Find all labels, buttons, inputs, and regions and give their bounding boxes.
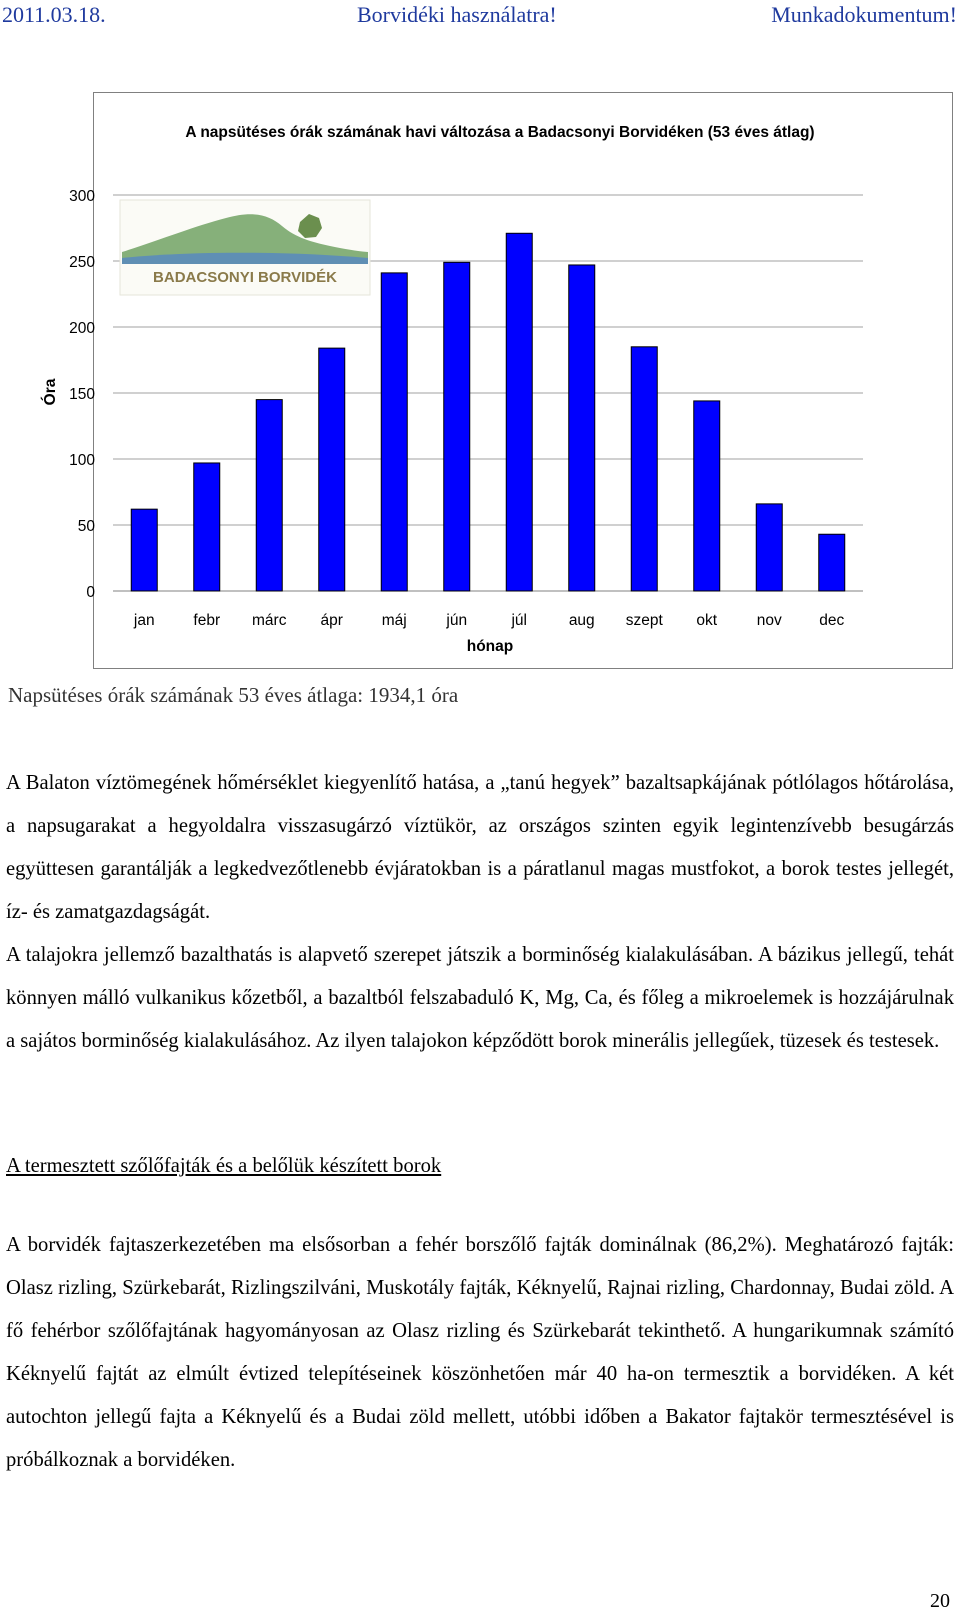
x-axis-label: hónap — [466, 638, 514, 655]
y-tick-label: 50 — [77, 518, 95, 535]
bar-márc — [256, 400, 282, 591]
paragraph-soil: A talajokra jellemző bazalthatás is alapvető szerepet játszik a borminőség kialakulásában. A bázikus jellegű, tehát könnyen málló vulkanikus kőzetből, a bazaltból felszabaduló K, Mg, Ca, és főleg a mikroelemek is hozzájárulnak a sajátos borminőség kialakulásához. Az ilyen talajokon képződött borok minerális jellegűek, tüzesek és testesek. — [6, 944, 954, 1052]
x-tick-label: okt — [696, 612, 718, 629]
sunshine-bar-chart — [0, 0, 960, 680]
bar-szept — [631, 347, 657, 591]
y-axis-label: Óra — [42, 378, 59, 406]
y-tick-label: 100 — [69, 452, 95, 469]
x-tick-label: márc — [252, 612, 287, 629]
paragraph-climate: A Balaton víztömegének hőmérséklet kiegyenlítő hatása, a „tanú hegyek” bazaltsapkájának pótlólagos hőtárolása, a napsugarakat a hegyoldalra visszasugárzó víztükör, az országos szinten egyik legintenzívebb besugárzás együttesen garantálják a legkedvezőtlenebb évjáratokban is a páratlanul magas mustfokot, a borok testes jellegét, íz- és zamatgazdagságát. — [6, 772, 954, 923]
y-tick-label: 250 — [69, 254, 95, 271]
x-tick-label: jan — [133, 612, 155, 629]
bar-júl — [506, 233, 532, 591]
logo-text: BADACSONYI BORVIDÉK — [153, 269, 337, 286]
header-center-note: Borvidéki használatra! — [357, 2, 557, 27]
bar-okt — [694, 401, 720, 591]
x-tick-label: ápr — [320, 612, 343, 629]
bar-nov — [756, 504, 782, 591]
bar-jan — [131, 509, 157, 591]
y-tick-label: 0 — [86, 584, 95, 601]
header-date: 2011.03.18. — [2, 2, 106, 27]
x-tick-label: jún — [446, 612, 468, 629]
header-right-note: Munkadokumentum! — [771, 2, 957, 27]
badacsony-logo — [120, 200, 370, 295]
x-tick-label: júl — [511, 612, 528, 629]
y-tick-label: 150 — [69, 386, 95, 403]
x-tick-label: aug — [568, 612, 595, 629]
section-title: A termesztett szőlőfajták és a belőlük készített borok — [6, 1155, 442, 1177]
bar-ápr — [319, 348, 345, 591]
chart-caption: Napsütéses órák számának 53 éves átlaga: 1934,1 óra — [8, 683, 459, 707]
bar-aug — [569, 265, 595, 591]
chart-title: A napsütéses órák számának havi változása a Badacsonyi Borvidéken (53 éves átlag) — [185, 124, 815, 141]
x-tick-label: febr — [193, 612, 221, 629]
page-number: 20 — [930, 1590, 950, 1612]
x-axis-ticks — [133, 612, 845, 629]
paragraph-varieties: A borvidék fajtaszerkezetében ma elsősorban a fehér borszőlő fajták dominálnak (86,2%). Meghatározó fajták: Olasz rizling, Szürkebarát, Rizlingszilváni, Muskotály fajták, Kéknyelű, Rajnai rizling, Chardonnay, Budai zöld. A fő fehérbor szőlőfajtának hagyományosan az Olasz rizling és Szürkebarát tekinthető. A hungarikumnak számító Kéknyelű fajtát az elmúlt évtized telepítéseinek köszönhetően már 40 ha-on termesztik a borvidéken. A két autochton jellegű fajta a Kéknyelű és a Budai zöld mellett, utóbbi időben a Bakator fajtakör termesztésével is próbálkoznak a borvidéken. — [6, 1234, 954, 1471]
y-tick-label: 300 — [69, 188, 95, 205]
x-tick-label: nov — [756, 612, 782, 629]
x-tick-label: szept — [625, 612, 663, 629]
bar-máj — [381, 273, 407, 591]
x-tick-label: máj — [381, 612, 407, 629]
bar-jún — [444, 262, 470, 591]
bar-febr — [194, 463, 220, 591]
y-tick-label: 200 — [69, 320, 95, 337]
bar-dec — [819, 534, 845, 591]
x-tick-label: dec — [819, 612, 845, 629]
y-axis-ticks — [69, 188, 95, 601]
